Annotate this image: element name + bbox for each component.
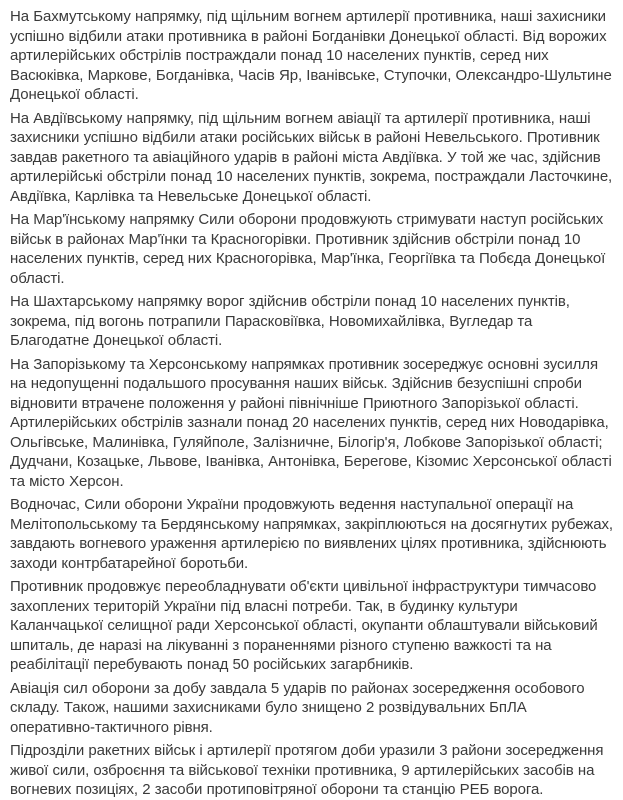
report-paragraph-aviation: Авіація сил оборони за добу завдала 5 ударів по районах зосередження особового складу. Також, нашими захисниками було знищено 2 розвідувальних БпЛА оперативно-тактичного рівня. (10, 679, 585, 736)
report-paragraph-shakhtarsk: На Шахтарському напрямку ворог здійснив обстріли понад 10 населених пунктів, зокрема, під вогонь потрапили Парасковіївка, Новомихайлівка, Вугледар та Благодатне Донецької області. (10, 293, 570, 349)
report-paragraph-avdiivka: На Авдіївському напрямку, під щільним вогнем авіації та артилерії противника, наші захисники успішно відбили атаки російських військ в районі Невельського. Противник завдав ракетного та авіаційного ударів в районі міста Авдіївка. У той же час, здійснив артилерійські обстріли понад 10 населених пунктів, зокрема, постраждали Ласточкине, Авдіївка, Карлівка та Невельське Донецької області. (10, 109, 613, 205)
report-paragraph-infrastructure: Противник продовжує переобладнувати об'єкти цивільної інфраструктури тимчасово захоплених територій України під власні потреби. Так, в будинку культури Каланчацької селищної ради Херсонської області, окупанти облаштували військовий шпиталь, де наразі на лікуванні з пораненнями різного ступеню важкості та на реабілітації перебувають понад 50 російських загарбників. (10, 578, 598, 673)
report-paragraph-artillery-units: Підрозділи ракетних військ і артилерії протягом доби уразили 3 райони зосередження живої сили, озброєння та військової техніки противника, 9 артилерійських засобів на вогневих позиціях, 2 засоби протиповітряної оборони та станцію РЕБ ворога. (10, 742, 604, 798)
report-paragraph-bakhmut: На Бахмутському напрямку, під щільним вогнем артилерії противника, наші захисники успішно відбили атаки противника в районі Богданівки Донецької області. Від ворожих артилерійських обстрілів постраждали понад 10 населених пунктів, серед них Васюківка, Маркове, Богданівка, Часів Яр, Іванівське, Ступочки, Олександро-Шультине Донецької області. (10, 8, 612, 103)
report-paragraph-zaporizhzhia-kherson: На Запорізькому та Херсонському напрямках противник зосереджує основні зусилля на недопущенні подальшого просування наших військ. Здійснив безуспішні спроби відновити втрачене положення у районі північніше Приютного Запорізької області. Артилерійських обстрілів зазнали понад 20 населених пунктів, серед них Новодарівка, Ольгівське, Малинівка, Гуляйполе, Залізничне, Білогір'я, Лобкове Запорізької області; Дудчани, Козацьке, Львове, Іванівка, Антонівка, Берегове, Кізомис Херсонської області та місто Херсон. (10, 355, 612, 490)
report-paragraph-marinka: На Мар'їнському напрямку Сили оборони продовжують стримувати наступ російських військ в районах Мар'їнки та Красногорівки. Противник здійснив обстріли понад 10 населених пунктів, серед них Красногорівка, Мар'їнка, Георгіївка та Побєда Донецької області. (10, 211, 606, 287)
report-paragraph-melitopol-berdiansk: Водночас, Сили оборони України продовжують ведення наступальної операції на Мелітопольському та Бердянському напрямках, закріплюються на досягнутих рубежах, завдають вогневого ураження артилерією по виявлених цілях противника, здійснюють заходи контрбатарейної боротьби. (10, 496, 613, 572)
